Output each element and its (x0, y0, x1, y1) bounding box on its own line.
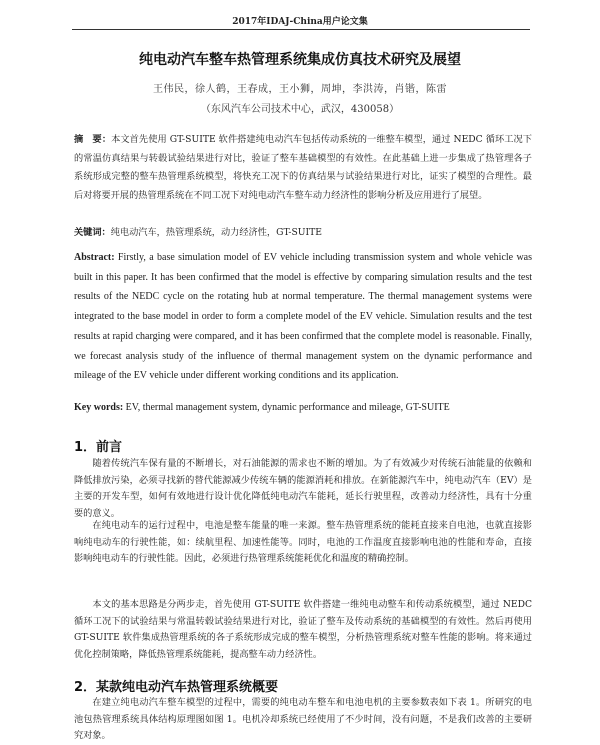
abstract-en (74, 248, 532, 386)
abstract-en-label: Abstract: (74, 252, 115, 263)
intro-paragraph: 本文的基本思路是分两步走，首先使用 GT-SUITE 软件搭建一维纯电动整车和传动系统模型，通过 NEDC 循环工况下的试验结果与常温转毂试验结果进行对比，验证了整车及传动系统的基础模型的有效性。然后再使用 GT-SUITE 软件集成热管理系统的各子系统形成完成的整车模型，分析热管理系统对整车性能的影响。将来通过优化控制策略，降低热管理系统能耗，提高整车动力经济性。 (74, 599, 532, 660)
paper-title: 纯电动汽车整车热管理系统集成仿真技术研究及展望 (139, 52, 461, 68)
keywords-zh-label: 关键词： (74, 227, 111, 238)
section-heading-introduction: 1．前言 (74, 440, 123, 455)
intro-paragraph: 随着传统汽车保有量的不断增长，对石油能源的需求也不断的增加。为了有效减少对传统石油能量的依赖和降低排放污染，必须寻找新的替代能源减少传统车辆的能源消耗和排放。在新能源汽车中，纯电动汽车（EV）是主要的开发车型，如何有效地进行设计优化降低纯电动汽车能耗，延长行驶里程，改善动力经济性，具有十分重要的意义。 (74, 458, 532, 519)
keywords-zh-text: 纯电动汽车，热管理系统，动力经济性，GT-SUITE (110, 227, 323, 238)
keywords-en-text: EV, thermal management system, dynamic performance and mileage, GT-SUITE (125, 402, 450, 413)
keywords-en-label: Key words: (74, 402, 124, 413)
affiliation: （东风汽车公司技术中心，武汉，430058） (200, 104, 400, 115)
abstract-zh-label: 摘 要： (74, 134, 112, 145)
intro-paragraph: 在纯电动车的运行过程中，电池是整车能量的唯一来源。整车热管理系统的能耗直接来自电池，也就直接影响纯电动车的行驶性能，如：续航里程、加速性能等。同时，电池的工作温度直接影响电池的性能和寿命，直接影响纯电动车的行驶性能。因此，必须进行热管理系统能耗优化和温度的精确控制。 (74, 520, 532, 565)
section-heading-thermal-system: 2．某款纯电动汽车热管理系统概要 (74, 680, 279, 695)
abstract-zh (74, 131, 532, 205)
keywords-en (74, 400, 532, 416)
author-list: 王伟民，徐人鹤，王春成，王小狮，周坤，李洪涛，肖锴，陈雷 (153, 84, 447, 95)
abstract-en-text: Firstly, a base simulation model of EV vehicle including transmission system and whole vehicle was built in this paper. It has been confirmed that the model is effective by comparing simulation results and the test results of the NEDC cycle on the rotating hub at normal temperature. The thermal management systems were integrated to the base model in order to form a complete model of the EV vehicle. Simulation results and the test results at rapid charging were compared, and it has been confirmed that the complete model is reasonable. Finally, we forecast analysis study of the influence of thermal management system on the dynamic performance and mileage of the EV vehicle under different working conditions and its application. (74, 252, 533, 382)
thermal-system-paragraph: 在建立纯电动汽车整车模型的过程中，需要的纯电动车整车和电池电机的主要参数表如下表 1。所研究的电池包热管理系统具体结构原理图如图 1。电机冷却系统已经使用了不少时间，没有问题，不是我们改善的主要研究对象。 (74, 697, 532, 742)
abstract-zh-text: 本文首先使用 GT-SUITE 软件搭建纯电动汽车包括传动系统的一维整车模型，通过 NEDC 循环工况下的常温仿真结果与转毂试验结果进行对比，验证了整车基础模型的有效性。在此基础上进一步集成了热管理各子系统形成完整的整车热管理系统模型，将快充工况下的仿真结果与试验结果进行对比，证实了模型的合理性。最后对将要开展的热管理系统在不同工况下对纯电动汽车整车动力经济性的影响分析及应用进行了展望。 (74, 134, 532, 201)
header-divider (72, 29, 530, 30)
running-header: 2017年IDAJ-China用户论文集 (232, 17, 368, 27)
keywords-zh (74, 225, 532, 241)
